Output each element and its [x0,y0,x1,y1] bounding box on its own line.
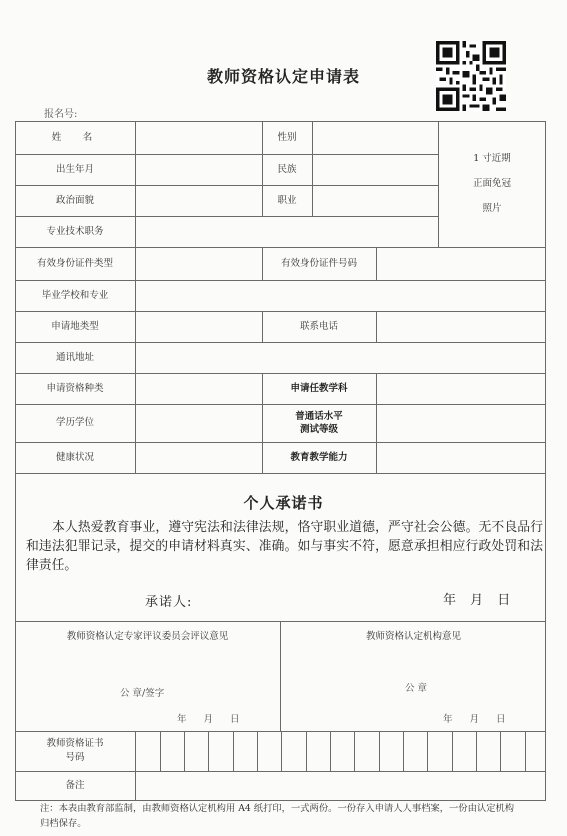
health-input[interactable] [136,443,262,473]
apply-place-type-input[interactable] [136,312,262,342]
school-major-input[interactable] [136,281,545,311]
address-label: 通讯地址 [55,351,94,363]
occupation-label: 职业 [277,194,297,206]
expert-opinion-field[interactable] [20,645,275,685]
cert-type-label: 申请资格种类 [46,382,104,394]
subject-input[interactable] [377,374,545,404]
gender-input[interactable] [313,122,438,154]
address-input[interactable] [136,343,545,373]
id-number-input[interactable] [377,248,545,280]
id-type-input[interactable] [136,248,262,280]
expert-opinion-title: 教师资格认定专家评议委员会评议意见 [66,631,229,642]
birth-date-input[interactable] [136,155,262,185]
pledge-title: 个人承诺书 [243,494,324,512]
name-input[interactable] [136,122,262,154]
agency-opinion-title: 教师资格认定机构意见 [365,631,461,642]
subject-label: 申请任教学科 [290,382,348,394]
ethnicity-input[interactable] [313,155,438,185]
remarks-input[interactable] [136,772,545,800]
teaching-ability-input[interactable] [377,443,545,473]
agency-seal-label: 公 章 [405,683,428,694]
pledge-body: 本人热爱教育事业，遵守宪法和法律法规，恪守职业道德，严守社会公德。无不良品行和违法犯罪记录，提交的申请材料真实、准确。如与事实不符，愿意承担相应行政处罚和法律责任。 [26,520,543,573]
registration-number-label: 报名号: [44,109,78,120]
pledge-signature-field[interactable] [195,586,395,608]
ethnicity-label: 民族 [277,163,297,175]
phone-label: 联系电话 [299,320,338,332]
remarks-label: 备注 [65,779,85,791]
political-status-label: 政治面貌 [55,194,94,206]
apply-place-type-label: 申请地类型 [51,320,99,332]
health-label: 健康状况 [55,451,94,463]
photo-hint-line3: 照片 [482,202,502,214]
photo-hint-line1: 1 寸近期 [473,153,511,165]
professional-title-label: 专业技术职务 [46,225,104,237]
school-major-label: 毕业学校和专业 [41,289,109,301]
photo-area[interactable] [439,122,545,247]
teaching-ability-label: 教育教学能力 [290,451,348,463]
education-label: 学历学位 [55,417,94,429]
education-input[interactable] [136,405,262,442]
mandarin-level-input[interactable] [377,405,545,442]
certificate-number-boxes[interactable] [136,732,545,771]
political-status-input[interactable] [136,186,262,216]
mandarin-level-label: 普通话水平 测试等级 [295,410,343,435]
certificate-number-label: 教师资格证书 号码 [46,737,104,763]
id-type-label: 有效身份证件类型 [36,257,113,269]
expert-seal-label: 公 章/签字 [120,688,165,699]
footer-note: 注：本表由教育部监制，由教师资格认定机构用 A4 纸打印，一式两份。一份存入申请人人事档案，一份由认定机构归档保存。 [40,803,515,829]
gender-label: 性别 [277,131,297,143]
occupation-input[interactable] [313,186,438,216]
photo-hint-line2: 正面免冠 [472,178,511,190]
qr-code-icon [436,41,506,111]
birth-date-label: 出生年月 [55,163,94,175]
form-title: 教师资格认定申请表 [206,67,360,86]
expert-opinion-date: 年 月 日 [177,714,240,725]
cert-type-input[interactable] [136,374,262,404]
agency-opinion-date: 年 月 日 [443,714,506,725]
pledge-signer-label: 承诺人: [145,595,193,610]
agency-opinion-field[interactable] [286,645,541,685]
name-label: 姓 名 [51,131,99,143]
pledge-date: 年 月 日 [443,593,511,608]
professional-title-input[interactable] [136,217,438,247]
phone-input[interactable] [377,312,545,342]
id-number-label: 有效身份证件号码 [280,257,357,269]
